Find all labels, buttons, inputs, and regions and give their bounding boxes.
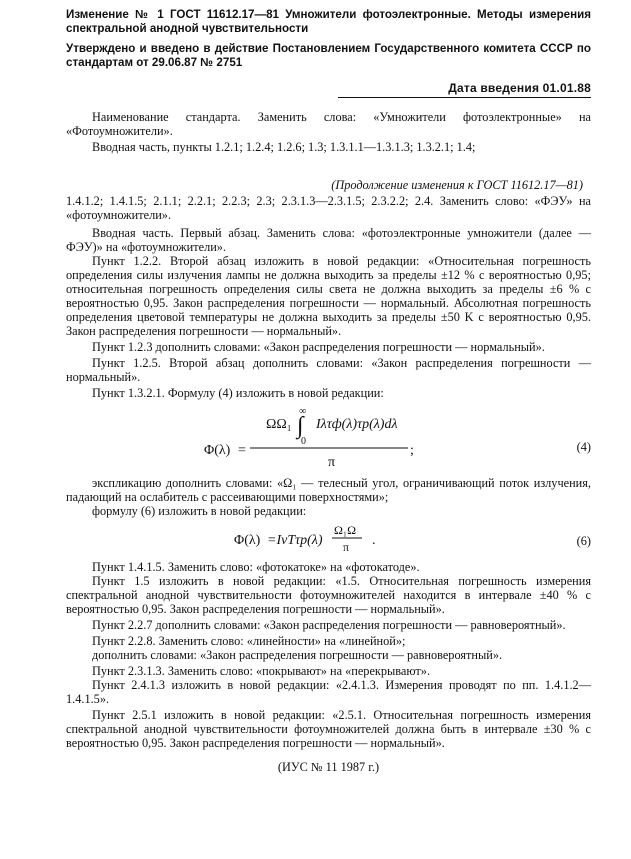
formula-coef: ΩΩ₁ (266, 417, 292, 432)
paragraph: Пункт 1.3.2.1. Формулу (4) изложить в новой редакции: (92, 386, 384, 400)
continuation-heading: (Продолжение изменения к ГОСТ 11612.17—81) (331, 178, 583, 192)
paragraph: Пункт 1.5 изложить в новой редакции: «1.5. Относительная погрешность измерения спектральной анодной чувствительности фотоумножителей находится в интервале ±40 % с вероятностью 0,95. Закон распределения погрешности — нормальный». (66, 574, 591, 616)
paragraph: Вводная часть, пункты 1.2.1; 1.2.4; 1.2.6; 1.3; 1.3.1.1—1.3.1.3; 1.3.2.1; 1.4; (92, 140, 476, 154)
paragraph: Пункт 2.3.1.3. Заменить слово: «покрывают» на «перекрывают». (92, 664, 431, 678)
integral-upper: ∞ (299, 406, 307, 417)
paragraph: Пункт 2.2.7 дополнить словами: «Закон распределения погрешности — равновероятный». (92, 618, 566, 632)
formula-lhs: Φ(λ) (204, 443, 231, 458)
formula-6 (66, 520, 591, 558)
paragraph: Пункт 2.2.8. Заменить слово: «линейности» на «линейной»; (92, 634, 406, 648)
amendment-title: Изменение № 1 ГОСТ 11612.17—81 Умножители фотоэлектронные. Методы измерения спектральной анодной чувствительности (66, 8, 591, 35)
integral-lower: 0 (301, 436, 306, 447)
formula-number: (4) (576, 440, 591, 454)
approval-line: Утверждено и введено в действие Постановлением Государственного комитета СССР по стандартам от 29.06.87 № 2751 (66, 42, 591, 69)
paragraph: дополнить словами: «Закон распределения погрешности — равновероятный». (92, 648, 503, 662)
formula-4 (66, 404, 591, 472)
denominator: π (328, 455, 336, 470)
formula-6-graphic (66, 520, 591, 558)
formula-dot: . (372, 533, 376, 548)
paragraph: Вводная часть. Первый абзац. Заменить слова: «фотоэлектронные умножители (далее — ФЭУ)» на «фотоумножители». (66, 226, 591, 254)
paragraph: Пункт 1.4.1.5. Заменить слово: «фотокатоке» на «фотокатоде». (92, 560, 420, 574)
paragraph: 1.4.1.2; 1.4.1.5; 2.1.1; 2.2.1; 2.2.3; 2.3; 2.3.1.3—2.3.1.5; 2.3.2.2; 2.4. Заменить слово: «ФЭУ» на «фотоумножители». (66, 194, 591, 222)
formula-rhs: =IvTτр(λ) (267, 533, 323, 548)
effective-date-line (66, 81, 591, 98)
effective-date: Дата введения 01.01.88 (338, 81, 591, 98)
formula-number: (6) (576, 534, 591, 548)
paragraph: Пункт 1.2.5. Второй абзац дополнить словами: «Закон распределения погрешности — нормальный». (66, 356, 591, 384)
paragraph: Пункт 2.4.1.3 изложить в новой редакции: «2.4.1.3. Измерения проводят по пп. 1.4.1.2—1.4.1.5». (66, 678, 591, 706)
integral-sign: ∫ (297, 413, 304, 439)
footer-source: (ИУС № 11 1987 г.) (277, 760, 380, 774)
fraction-numerator: Ω₁Ω (334, 523, 357, 537)
fraction-denominator: π (343, 540, 350, 554)
integrand: Iλτф(λ)τр(λ)dλ (316, 417, 398, 432)
formula-4-graphic (66, 404, 591, 472)
paragraph: формулу (6) изложить в новой редакции: (92, 504, 307, 518)
formula-semicolon: ; (410, 443, 414, 458)
formula-eq: = (238, 443, 246, 458)
paragraph: экспликацию дополнить словами: «Ω₁ — телесный угол, ограничивающий поток излучения, падающий на ослабитель с рассеивающими поверхностями»; (66, 476, 591, 504)
paragraph: Пункт 1.2.2. Второй абзац изложить в новой редакции: «Относительная погрешность определения силы излучения лампы не должна выходить за пределы ±12 % с вероятностью 0,95; относительная погрешность определения силы света не должна выходить за пределы ±6 % с вероятностью 0,95. Закон распределения погрешности — нормальный. Абсолютная погрешность определения цветовой температуры не должна выходить за пределы ±50 K с вероятностью 0,95. Закон распределения погрешности — нормальный». (66, 254, 591, 338)
paragraph: Пункт 2.5.1 изложить в новой редакции: «2.5.1. Относительная погрешность измерения спектральной анодной чувствительности фотоумножителей должна быть в интервале ±30 % с вероятностью 0,95. Закон распределения погрешности — нормальный». (66, 708, 591, 750)
paragraph: Наименование стандарта. Заменить слова: «Умножители фотоэлектронные» на «Фотоумножители». (66, 110, 591, 138)
formula-lhs: Φ(λ) (234, 533, 261, 548)
paragraph: Пункт 1.2.3 дополнить словами: «Закон распределения погрешности — нормальный». (92, 340, 545, 354)
document-header (66, 8, 591, 69)
